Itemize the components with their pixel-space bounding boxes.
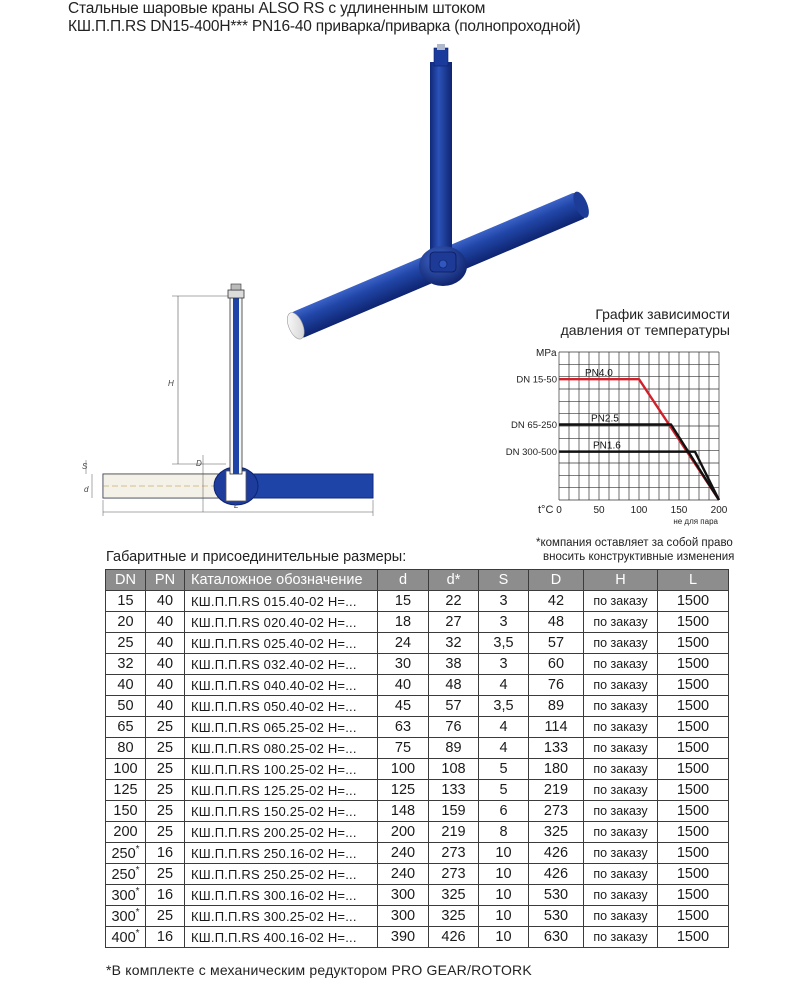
cell-catalog: КШ.П.П.RS 032.40-02 Н=...	[185, 654, 378, 675]
cell-dn: 125	[106, 780, 146, 801]
cell-d-star: 273	[429, 864, 479, 885]
cell-d-outer: 325	[529, 822, 584, 843]
cell-pn: 40	[146, 654, 185, 675]
table-row	[106, 675, 729, 696]
cell-d-outer: 42	[529, 591, 584, 612]
cell-dn: 100	[106, 759, 146, 780]
header-h: H	[584, 570, 658, 591]
cell-d-star: 57	[429, 696, 479, 717]
cell-d: 24	[378, 633, 429, 654]
cell-catalog: КШ.П.П.RS 065.25-02 Н=...	[185, 717, 378, 738]
table-row	[106, 801, 729, 822]
table-row	[106, 633, 729, 654]
cell-h: по заказу	[584, 780, 658, 801]
cell-pn: 25	[146, 801, 185, 822]
cell-s: 4	[479, 717, 529, 738]
cell-d-outer: 426	[529, 864, 584, 885]
cell-pn: 25	[146, 864, 185, 885]
table-caption: Габаритные и присоединительные размеры:	[106, 549, 407, 565]
chart-x-axis-label: t°C	[538, 504, 554, 516]
cell-l: 1500	[658, 822, 729, 843]
cell-d-outer: 60	[529, 654, 584, 675]
series-pn-label: PN2.5	[591, 413, 619, 425]
cell-dn: 300*	[106, 885, 146, 906]
cell-d: 390	[378, 927, 429, 948]
cell-pn: 25	[146, 906, 185, 927]
header-d-star: d*	[429, 570, 479, 591]
header-s: S	[479, 570, 529, 591]
cell-pn: 40	[146, 591, 185, 612]
cell-dn: 20	[106, 612, 146, 633]
header-d-outer: D	[529, 570, 584, 591]
dimensions-table	[105, 569, 729, 948]
cell-d-star: 38	[429, 654, 479, 675]
cell-s: 4	[479, 738, 529, 759]
cell-d-outer: 57	[529, 633, 584, 654]
cell-dn: 150	[106, 801, 146, 822]
cell-s: 5	[479, 759, 529, 780]
cell-s: 3	[479, 591, 529, 612]
cell-d: 100	[378, 759, 429, 780]
cell-d-star: 219	[429, 822, 479, 843]
cell-d: 40	[378, 675, 429, 696]
cell-catalog: КШ.П.П.RS 020.40-02 Н=...	[185, 612, 378, 633]
table-row	[106, 906, 729, 927]
table-row	[106, 696, 729, 717]
cell-d: 18	[378, 612, 429, 633]
table-row	[106, 927, 729, 948]
footnote: *В комплекте с механическим редуктором PRO GEAR/ROTORK	[106, 962, 532, 978]
cell-h: по заказу	[584, 654, 658, 675]
cell-d-star: 27	[429, 612, 479, 633]
cell-l: 1500	[658, 801, 729, 822]
cell-catalog: КШ.П.П.RS 100.25-02 Н=...	[185, 759, 378, 780]
cell-d: 200	[378, 822, 429, 843]
company-note-line1: *компания оставляет за собой право	[536, 537, 733, 549]
cell-h: по заказу	[584, 738, 658, 759]
table-row	[106, 885, 729, 906]
cell-dn: 250*	[106, 864, 146, 885]
series-dn-label: DN 300-500	[505, 447, 557, 459]
x-tick-label: 200	[710, 505, 728, 516]
chart-title-line2: давления от температуры	[560, 322, 730, 338]
cell-d: 125	[378, 780, 429, 801]
cell-pn: 16	[146, 885, 185, 906]
series-pn-label: PN1.6	[593, 440, 621, 452]
header-dn: DN	[106, 570, 146, 591]
x-tick-label: 50	[593, 505, 605, 516]
valve-3d-render	[284, 44, 592, 341]
cell-d-star: 22	[429, 591, 479, 612]
cell-s: 8	[479, 822, 529, 843]
cell-l: 1500	[658, 864, 729, 885]
cell-dn: 40	[106, 675, 146, 696]
cell-h: по заказу	[584, 801, 658, 822]
cell-d: 148	[378, 801, 429, 822]
cell-s: 3	[479, 654, 529, 675]
cell-d-outer: 219	[529, 780, 584, 801]
table-row	[106, 738, 729, 759]
header-l: L	[658, 570, 729, 591]
cell-d-outer: 530	[529, 885, 584, 906]
cell-pn: 40	[146, 612, 185, 633]
cell-d: 240	[378, 843, 429, 864]
x-tick-label: 0	[556, 505, 562, 516]
header-pn: PN	[146, 570, 185, 591]
table-row	[106, 591, 729, 612]
cell-l: 1500	[658, 696, 729, 717]
cell-d-star: 273	[429, 843, 479, 864]
cell-l: 1500	[658, 612, 729, 633]
cell-dn: 32	[106, 654, 146, 675]
series-dn-label: DN 15-50	[516, 374, 557, 386]
cell-pn: 25	[146, 717, 185, 738]
cell-s: 5	[479, 780, 529, 801]
cell-d: 300	[378, 906, 429, 927]
series-pn-label: PN4.0	[585, 368, 613, 380]
cell-d-star: 108	[429, 759, 479, 780]
cell-dn: 400*	[106, 927, 146, 948]
cell-d-star: 159	[429, 801, 479, 822]
table-row	[106, 843, 729, 864]
x-tick-label: 150	[670, 505, 688, 516]
cell-dn: 65	[106, 717, 146, 738]
table-header-row	[106, 570, 729, 591]
cell-d-star: 426	[429, 927, 479, 948]
chart-x-ticks	[556, 505, 728, 516]
cell-pn: 40	[146, 675, 185, 696]
cell-l: 1500	[658, 885, 729, 906]
cell-d: 15	[378, 591, 429, 612]
cell-s: 10	[479, 864, 529, 885]
table-row	[106, 654, 729, 675]
chart-y-axis-label: MPa	[536, 348, 557, 359]
cell-h: по заказу	[584, 906, 658, 927]
chart-title-line1: График зависимости	[595, 306, 730, 322]
cell-catalog: КШ.П.П.RS 050.40-02 Н=...	[185, 696, 378, 717]
cell-dn: 50	[106, 696, 146, 717]
cell-l: 1500	[658, 780, 729, 801]
cell-h: по заказу	[584, 822, 658, 843]
cell-d-outer: 76	[529, 675, 584, 696]
cell-catalog: КШ.П.П.RS 125.25-02 Н=...	[185, 780, 378, 801]
cell-d-star: 133	[429, 780, 479, 801]
cell-d-star: 32	[429, 633, 479, 654]
x-tick-label: 100	[630, 505, 648, 516]
cell-l: 1500	[658, 843, 729, 864]
table-row	[106, 612, 729, 633]
cell-catalog: КШ.П.П.RS 200.25-02 Н=...	[185, 822, 378, 843]
dim-label-s: S	[82, 462, 88, 471]
header-d: d	[378, 570, 429, 591]
cell-d: 63	[378, 717, 429, 738]
cell-l: 1500	[658, 738, 729, 759]
cell-pn: 25	[146, 738, 185, 759]
cell-pn: 40	[146, 696, 185, 717]
cell-pn: 25	[146, 759, 185, 780]
cell-d-outer: 89	[529, 696, 584, 717]
cell-h: по заказу	[584, 591, 658, 612]
cell-pn: 25	[146, 822, 185, 843]
cell-d-star: 325	[429, 906, 479, 927]
cell-d-outer: 48	[529, 612, 584, 633]
document-title-line1: Стальные шаровые краны ALSO RS с удлиненным штоком	[68, 0, 486, 17]
header-catalog: Каталожное обозначение	[185, 570, 378, 591]
cell-d-outer: 273	[529, 801, 584, 822]
cell-d-outer: 630	[529, 927, 584, 948]
cell-pn: 16	[146, 927, 185, 948]
dim-label-l: L	[234, 501, 239, 510]
cell-l: 1500	[658, 675, 729, 696]
cell-dn: 250*	[106, 843, 146, 864]
pressure-temperature-chart	[498, 300, 738, 532]
cell-d-star: 76	[429, 717, 479, 738]
cell-pn: 40	[146, 633, 185, 654]
dimensions-table-container	[105, 569, 728, 948]
cell-dn: 80	[106, 738, 146, 759]
cell-l: 1500	[658, 591, 729, 612]
cell-catalog: КШ.П.П.RS 040.40-02 Н=...	[185, 675, 378, 696]
cell-dn: 15	[106, 591, 146, 612]
cell-catalog: КШ.П.П.RS 300.25-02 Н=...	[185, 906, 378, 927]
cell-d: 45	[378, 696, 429, 717]
cell-pn: 25	[146, 780, 185, 801]
cell-l: 1500	[658, 906, 729, 927]
cell-catalog: КШ.П.П.RS 250.16-02 Н=...	[185, 843, 378, 864]
cell-s: 6	[479, 801, 529, 822]
cell-pn: 16	[146, 843, 185, 864]
cell-h: по заказу	[584, 612, 658, 633]
table-row	[106, 717, 729, 738]
table-row	[106, 822, 729, 843]
cell-s: 3,5	[479, 633, 529, 654]
table-row	[106, 780, 729, 801]
cell-catalog: КШ.П.П.RS 250.25-02 Н=...	[185, 864, 378, 885]
cell-h: по заказу	[584, 864, 658, 885]
dim-label-d-outer: D	[196, 459, 202, 468]
cell-d: 30	[378, 654, 429, 675]
cell-h: по заказу	[584, 885, 658, 906]
cell-h: по заказу	[584, 717, 658, 738]
cell-h: по заказу	[584, 633, 658, 654]
cell-s: 10	[479, 927, 529, 948]
cell-d: 240	[378, 864, 429, 885]
cell-d: 75	[378, 738, 429, 759]
table-row	[106, 759, 729, 780]
cell-l: 1500	[658, 633, 729, 654]
cell-s: 10	[479, 843, 529, 864]
cell-l: 1500	[658, 759, 729, 780]
cell-d-outer: 530	[529, 906, 584, 927]
cell-h: по заказу	[584, 759, 658, 780]
cell-catalog: КШ.П.П.RS 150.25-02 Н=...	[185, 801, 378, 822]
cell-l: 1500	[658, 927, 729, 948]
cell-catalog: КШ.П.П.RS 015.40-02 Н=...	[185, 591, 378, 612]
cell-d-star: 48	[429, 675, 479, 696]
cell-s: 3	[479, 612, 529, 633]
dim-label-h: H	[168, 379, 174, 388]
series-dn-label: DN 65-250	[511, 419, 557, 431]
cell-d-outer: 426	[529, 843, 584, 864]
dim-label-d-inner: d	[84, 485, 89, 494]
chart-x-note: не для пара	[673, 517, 718, 526]
cell-d: 300	[378, 885, 429, 906]
cell-h: по заказу	[584, 843, 658, 864]
cell-s: 10	[479, 885, 529, 906]
cell-s: 10	[479, 906, 529, 927]
cell-h: по заказу	[584, 675, 658, 696]
cell-d-star: 89	[429, 738, 479, 759]
cell-s: 4	[479, 675, 529, 696]
chart-labels-group	[506, 368, 621, 458]
cell-catalog: КШ.П.П.RS 080.25-02 Н=...	[185, 738, 378, 759]
cell-dn: 300*	[106, 906, 146, 927]
cell-catalog: КШ.П.П.RS 025.40-02 Н=...	[185, 633, 378, 654]
cell-catalog: КШ.П.П.RS 300.16-02 Н=...	[185, 885, 378, 906]
cell-h: по заказу	[584, 696, 658, 717]
cell-d-outer: 114	[529, 717, 584, 738]
cell-d-star: 325	[429, 885, 479, 906]
cell-l: 1500	[658, 654, 729, 675]
chart-grid	[559, 352, 719, 500]
cell-s: 3,5	[479, 696, 529, 717]
cell-dn: 25	[106, 633, 146, 654]
table-body	[106, 591, 729, 948]
cell-dn: 200	[106, 822, 146, 843]
cell-d-outer: 133	[529, 738, 584, 759]
table-row	[106, 864, 729, 885]
cell-catalog: КШ.П.П.RS 400.16-02 Н=...	[185, 927, 378, 948]
cell-l: 1500	[658, 717, 729, 738]
company-note-line2: вносить конструктивные изменения	[543, 551, 735, 563]
document-title-line2: КШ.П.П.RS DN15-400Н*** PN16-40 приварка/приварка (полнопроходной)	[68, 18, 581, 35]
cell-d-outer: 180	[529, 759, 584, 780]
cell-h: по заказу	[584, 927, 658, 948]
